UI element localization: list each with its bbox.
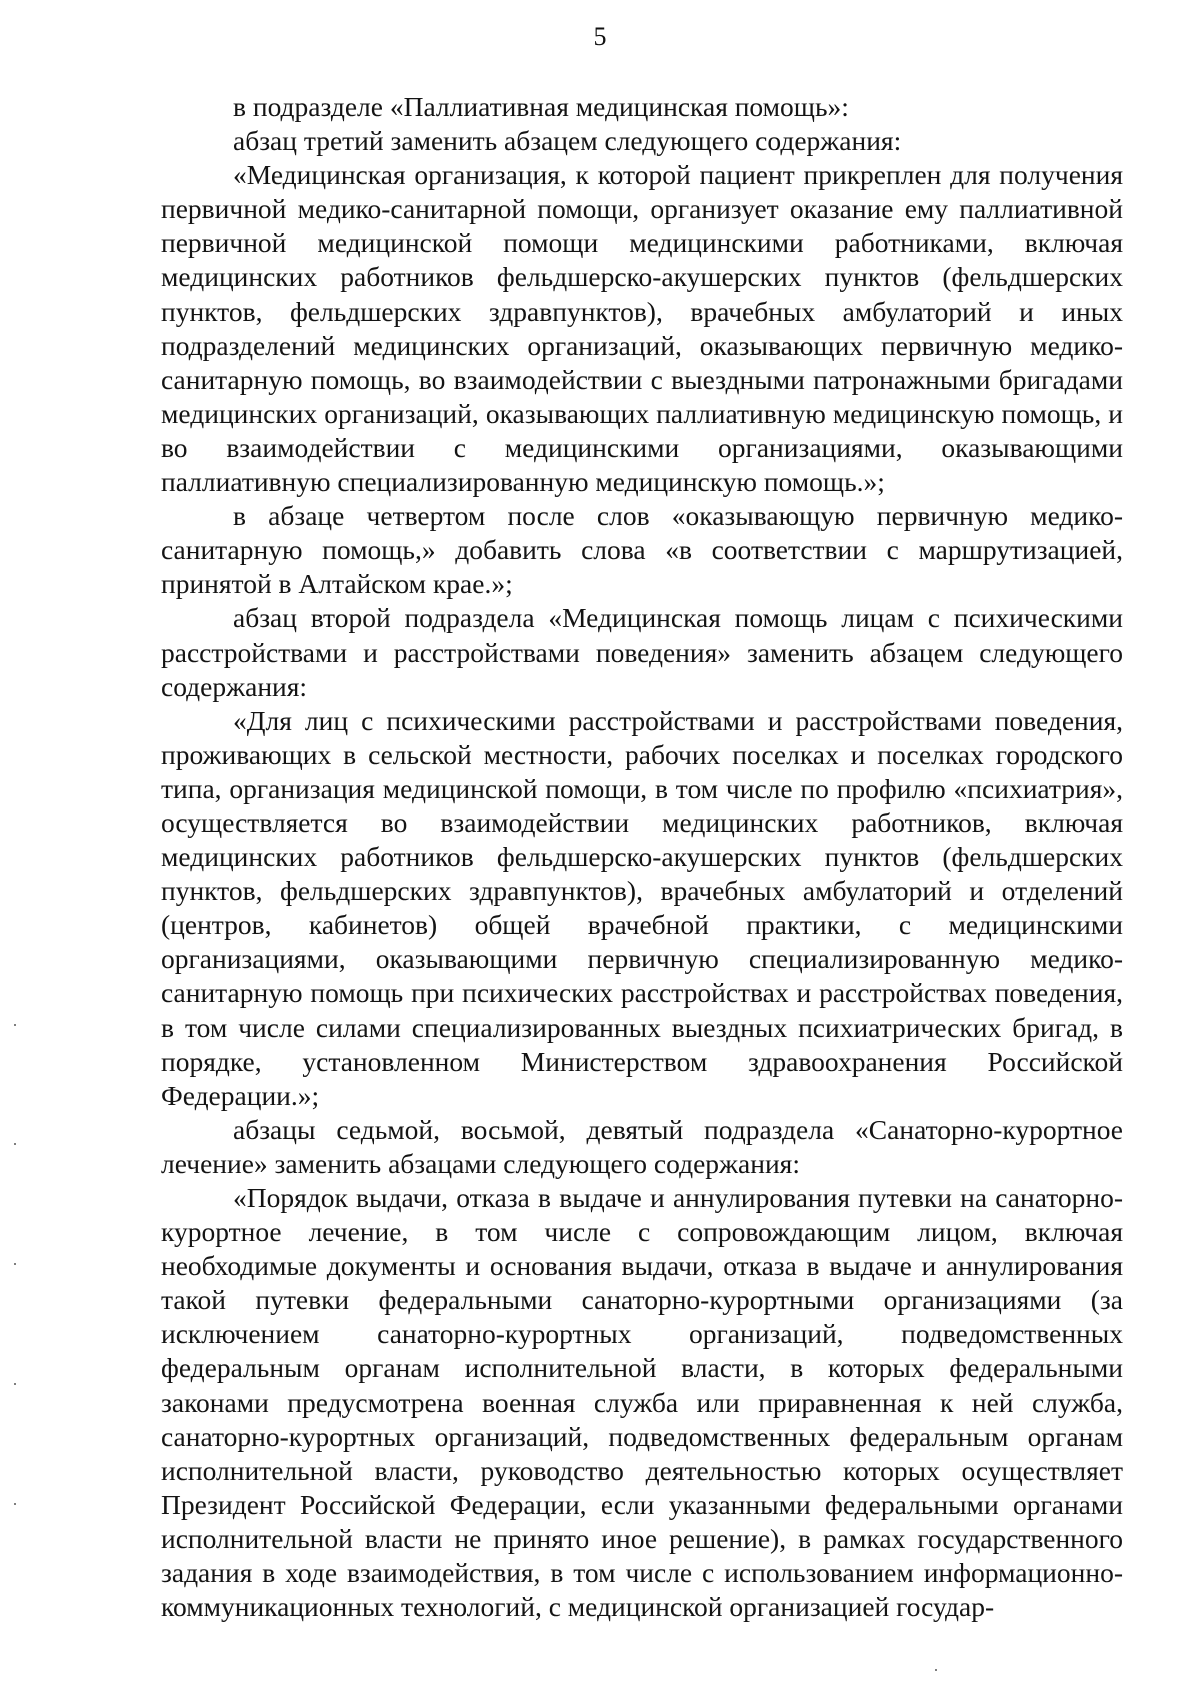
paragraph-palliative-text: «Медицинская организация, к которой пациент прикреплен для получения первичной медико-санитарной помощи, организует оказание ему паллиативной первичной медицинской помощи медицинскими работниками, включая медицинских работников фельдшерско-акушерских пунктов (фельдшерских пунктов, фельдшерских здравпунктов), врачебных амбулаторий и иных подразделений медицинских организаций, оказывающих первичную медико-санитарную помощь, во взаимодействии с выездными патронажными бригадами медицинских организаций, оказывающих паллиативную медицинскую помощь, и во взаимодействии с медицинскими организациями, оказывающими паллиативную специализированную медицинскую помощь.»; bbox=[161, 159, 1123, 498]
paragraph-sanatorium-text: «Порядок выдачи, отказа в выдаче и аннулирования путевки на санаторно-курортное лечение, в том числе с сопровождающим лицом, включая необходимые документы и основания выдачи, отказа в выдаче и аннулирования такой путевки федеральными санаторно-курортными организациями (за исключением санаторно-курортных организаций, подведомственных федеральным органам исполнительной власти, в которых федеральными законами предусмотрена военная служба или приравненная к ней служба, санаторно-курортных организаций, подведомственных федеральным органам исполнительной власти, руководство деятельностью которых осуществляет Президент Российской Федерации, если указанными федеральными органами исполнительной власти не принято иное решение), в рамках государственного задания в ходе взаимодействия, в том числе с использованием информационно-коммуникационных технологий, с медицинской организацией государ- bbox=[161, 1182, 1123, 1623]
scan-speck bbox=[14, 1263, 16, 1265]
scan-speck bbox=[14, 1383, 16, 1385]
paragraph-fourth-addition: в абзаце четвертом после слов «оказывающую первичную медико-санитарную помощь,» добавить слова «в соответствии с маршрутизацией, принятой в Алтайском крае.»; bbox=[161, 500, 1123, 600]
scan-speck bbox=[14, 1143, 16, 1145]
scan-speck bbox=[14, 1503, 16, 1505]
page-number: 5 bbox=[593, 22, 607, 51]
scan-speck bbox=[935, 1669, 937, 1671]
scan-speck bbox=[14, 1024, 16, 1026]
paragraph-mental-health-text: «Для лиц с психическими расстройствами и расстройствами поведения, проживающих в сельской местности, рабочих поселках и поселках городского типа, организация медицинской помощи, в том числе по профилю «психиатрия», осуществляется во взаимодействии медицинских работников, включая медицинских работников фельдшерско-акушерских пунктов (фельдшерских пунктов, фельдшерских здравпунктов), врачебных амбулаторий и отделений (центров, кабинетов) общей врачебной практики, с медицинскими организациями, оказывающими первичную специализированную медико-санитарную помощь при психических расстройствах и расстройствах поведения, в том числе силами специализированных выездных психиатрических бригад, в порядке, установленном Министерством здравоохранения Российской Федерации.»; bbox=[161, 704, 1123, 1111]
paragraph-mental-health-intro: абзац второй подраздела «Медицинская помощь лицам с психическими расстройствами и расстройствами поведения» заменить абзацем следующего содержания: bbox=[161, 602, 1123, 702]
paragraph-replace-third: абзац третий заменить абзацем следующего содержания: bbox=[233, 125, 902, 157]
document-body bbox=[161, 90, 1123, 1624]
paragraph-sanatorium-intro: абзацы седьмой, восьмой, девятый подраздела «Санаторно-курортное лечение» заменить абзацами следующего содержания: bbox=[161, 1113, 1123, 1179]
paragraph-subsection-palliative: в подразделе «Паллиативная медицинская помощь»: bbox=[233, 91, 849, 122]
